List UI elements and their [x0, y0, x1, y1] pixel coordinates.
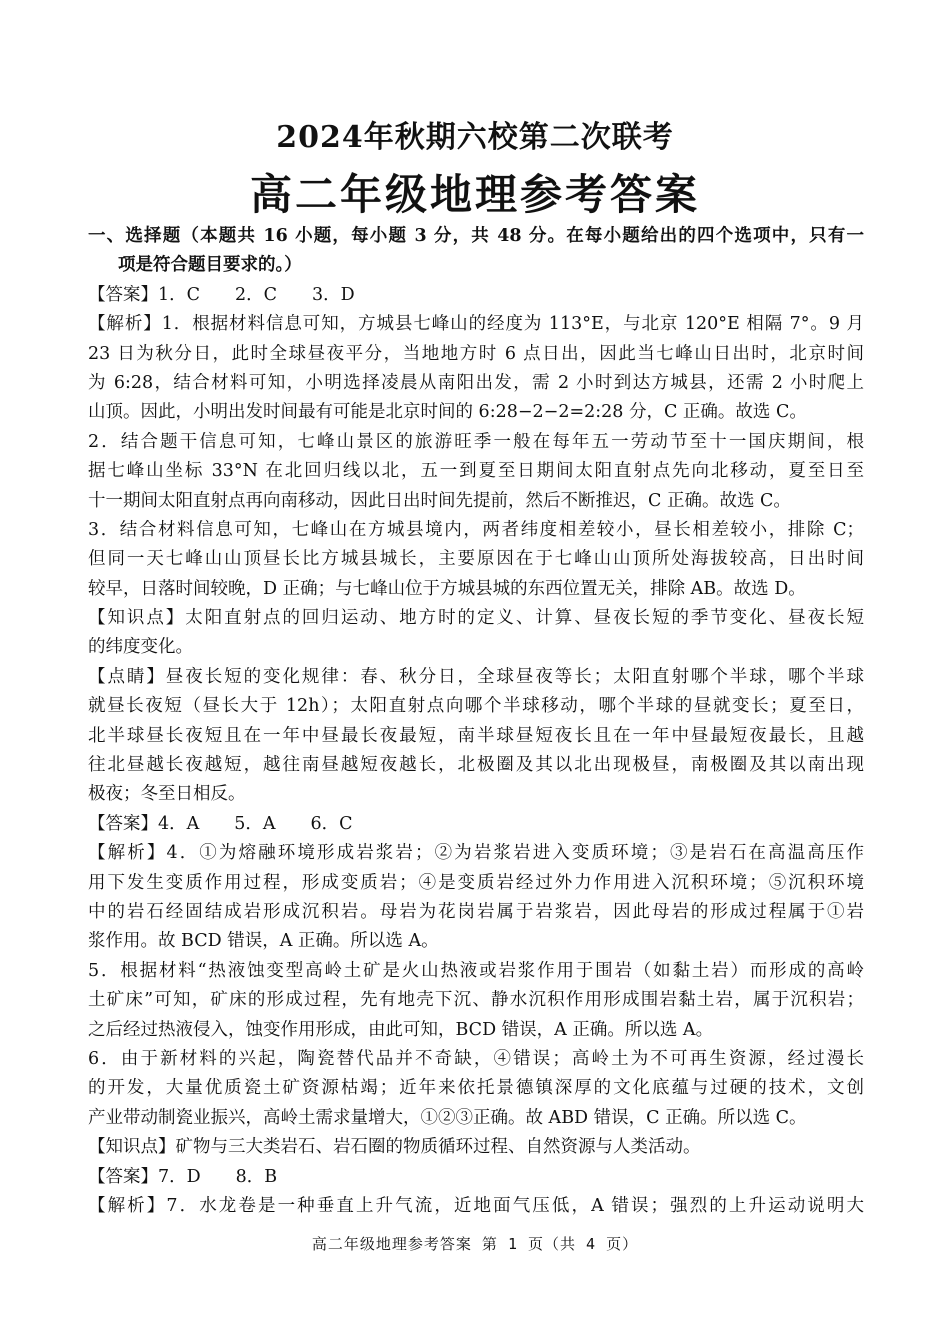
answer-body — [88, 222, 864, 1221]
explanation-line: 2．结合题干信息可知，七峰山景区的旅游旺季一般在每年五一劳动节至十一国庆期间，根 — [88, 431, 864, 452]
tip-line: 就昼长夜短（昼长大于 12h）；太阳直射点向哪个半球移动，哪个半球的昼就变长；夏至日， — [88, 696, 864, 717]
explanation-line: 较早，日落时间较晚，D 正确；与七峰山位于方城县城的东西位置无关，排除 AB。故选 D。 — [88, 578, 806, 599]
explanation-line: 5．根据材料“热液蚀变型高岭土矿是火山热液或岩浆作用于围岩（如黏土岩）而形成的高岭 — [88, 960, 864, 981]
explanation-line: 的开发，大量优质瓷土矿资源枯竭；近年来依托景德镇深厚的文化底蕴与过硬的技术，文创 — [88, 1078, 864, 1099]
explanation-line: 山顶。因此，小明出发时间最有可能是北京时间的 6:28−2−2=2:28 分，C 正确。故选 C。 — [88, 402, 807, 423]
explanation-line: 为 6:28，结合材料可知，小明选择凌晨从南阳出发，需 2 小时到达方城县，还需 2 小时爬上 — [88, 372, 864, 393]
explanation-line: 【解析】7．水龙卷是一种垂直上升气流，近地面气压低，A 错误；强烈的上升运动说明大 — [88, 1195, 864, 1216]
tip-line: 往北昼越长夜越短，越往南昼越短夜越长，北极圈及其以北出现极昼，南极圈及其以南出现 — [88, 755, 864, 776]
explanation-line: 之后经过热液侵入，蚀变作用形成，由此可知，BCD 错误，A 正确。所以选 A。 — [88, 1019, 714, 1040]
explanation-line: 23 日为秋分日，此时全球昼夜平分，当地地方时 6 点日出，因此当七峰山日出时，北京时间 — [88, 343, 864, 364]
explanation-line: 中的岩石经固结成岩形成沉积岩。母岩为花岗岩属于岩浆岩，因此母岩的形成过程属于①岩 — [88, 901, 864, 922]
document-title: 高二年级地理参考答案 — [249, 170, 700, 219]
explanation-line: 浆作用。故 BCD 错误，A 正确。所以选 A。 — [88, 931, 439, 952]
knowledge-line: 【知识点】矿物与三大类岩石、岩石圈的物质循环过程、自然资源与人类活动。 — [88, 1137, 701, 1158]
exam-title: 2024年秋期六校第二次联考 — [276, 120, 674, 155]
section-heading-cont: 项是符合题目要求的。） — [118, 255, 302, 276]
explanation-line: 【解析】4．①为熔融环境形成岩浆岩；②为岩浆岩进入变质环境；③是岩石在高温高压作 — [88, 843, 864, 864]
explanation-line: 【解析】1．根据材料信息可知，方城县七峰山的经度为 113°E，与北京 120°E 相隔 7°。9 月 — [88, 314, 864, 335]
explanation-line: 产业带动制瓷业振兴，高岭土需求量增大，①②③正确。故 ABD 错误，C 正确。所以选 C。 — [88, 1107, 807, 1128]
explanation-line: 十一期间太阳直射点再向南移动，因此日出时间先提前，然后不断推迟，C 正确。故选 C。 — [88, 490, 791, 511]
answer-line: 【答案】4．A 5．A 6．C — [88, 813, 353, 834]
knowledge-line: 【知识点】太阳直射点的回归运动、地方时的定义、计算、昼夜长短的季节变化、昼夜长短 — [88, 608, 864, 629]
section-heading: 一、选择题（本题共 16 小题，每小题 3 分，共 48 分。在每小题给出的四个选项中，只有一 — [88, 226, 864, 246]
answer-line: 【答案】7．D 8．B — [88, 1166, 278, 1187]
explanation-line: 土矿床”可知，矿床的形成过程，先有地壳下沉、静水沉积作用形成围岩黏土岩，属于沉积岩； — [88, 990, 864, 1011]
explanation-line: 但同一天七峰山山顶昼长比方城县城长，主要原因在于七峰山山顶所处海拔较高，日出时间 — [88, 549, 864, 570]
explanation-line: 6．由于新材料的兴起，陶瓷替代品并不奇缺，④错误；高岭土为不可再生资源，经过漫长 — [88, 1048, 864, 1069]
knowledge-line: 的纬度变化。 — [88, 637, 193, 658]
tip-line: 极夜；冬至日相反。 — [88, 784, 246, 805]
tip-line: 【点睛】昼夜长短的变化规律：春、秋分日，全球昼夜等长；太阳直射哪个半球，哪个半球 — [88, 666, 864, 687]
page-footer: 高二年级地理参考答案 第 1 页（共 4 页） — [311, 1235, 639, 1253]
explanation-line: 据七峰山坐标 33°N 在北回归线以北，五一到夏至日期间太阳直射点先向北移动，夏至日至 — [88, 461, 864, 482]
explanation-line: 3．结合材料信息可知，七峰山在方城县境内，两者纬度相差较小，昼长相差较小，排除 C； — [88, 519, 864, 540]
explanation-line: 用下发生变质作用过程，形成变质岩；④是变质岩经过外力作用进入沉积环境；⑤沉积环境 — [88, 872, 864, 893]
tip-line: 北半球昼长夜短且在一年中昼最长夜最短，南半球昼短夜长且在一年中昼最短夜最长，且越 — [88, 725, 864, 746]
answer-line: 【答案】1．C 2．C 3．D — [88, 284, 355, 305]
